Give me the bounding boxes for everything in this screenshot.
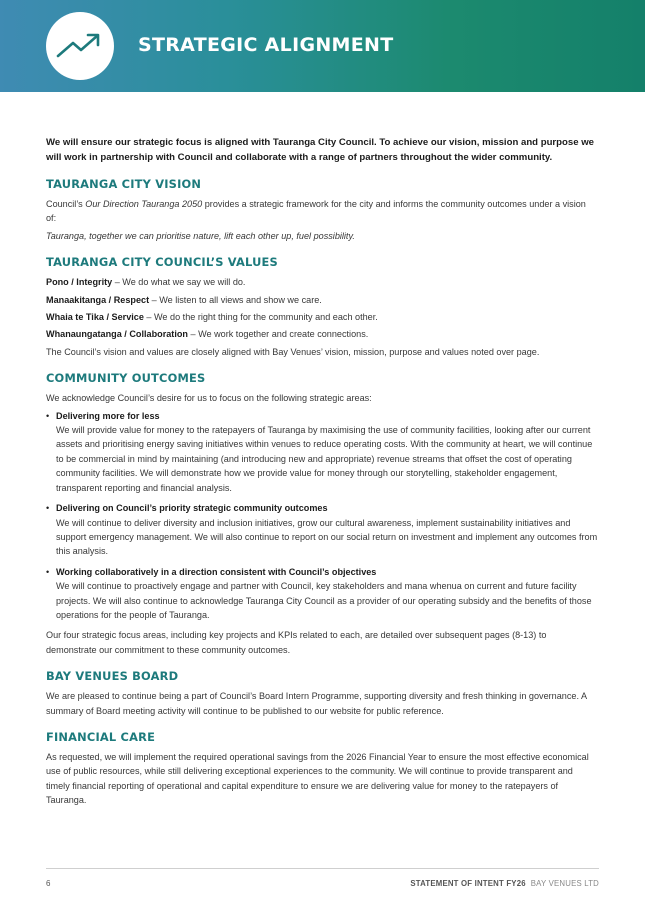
outcomes-list <box>46 409 598 623</box>
value-name: Pono / Integrity <box>46 277 113 288</box>
board-section <box>46 669 598 718</box>
vision-paragraph <box>46 197 598 226</box>
outcome-title: Working collaboratively in a direction consistent with Council’s objectives <box>56 566 377 577</box>
footer-doc-title: STATEMENT OF INTENT FY26 <box>410 879 526 888</box>
footer-document-info <box>410 879 599 888</box>
vision-quote: Tauranga, together we can prioritise nature, lift each other up, fuel possibility. <box>46 230 355 241</box>
value-item <box>46 310 598 324</box>
value-name: Whanaungatanga / Collaboration <box>46 329 188 340</box>
outcomes-heading: COMMUNITY OUTCOMES <box>46 371 206 386</box>
outcome-body: We will continue to deliver diversity and inclusion initiatives, grow our cultural awareness, implement sustainability initiatives and support emergency management. We will also continue to report on our social return on investment and implement any outcomes from this analysis. <box>56 517 598 557</box>
outcomes-lead: We acknowledge Council’s desire for us to focus on the following strategic areas: <box>46 393 372 404</box>
value-item <box>46 275 598 289</box>
value-text: – We work together and create connections. <box>187 329 369 340</box>
footer-org-name: BAY VENUES LTD <box>530 879 599 888</box>
values-heading: TAURANGA CITY COUNCIL’S VALUES <box>46 255 278 270</box>
outcomes-section <box>46 371 598 657</box>
bullet-dot-icon: • <box>46 410 50 421</box>
value-name: Whaia te Tika / Service <box>46 312 144 323</box>
value-item <box>46 327 598 341</box>
outcomes-closing: Our four strategic focus areas, including key projects and KPIs related to each, are detailed over subsequent pages (8-13) to demonstrate our commitment to these community outcomes. <box>46 630 547 655</box>
footer-divider <box>46 868 599 869</box>
value-name: Manaakitanga / Respect <box>46 294 150 305</box>
financial-paragraph: As requested, we will implement the required operational savings from the 2026 Financial Year to ensure the most effective economical use of public resources, while still delivering exceptional experiences to the community. We will continue to provide transparent and timely financial reporting of operational and capital expenditure to ensure we are delivering value for money to the ratepayers of Tauranga. <box>46 751 589 806</box>
header-banner <box>0 0 645 92</box>
trend-up-arrow-icon <box>55 31 105 61</box>
intro-paragraph: We will ensure our strategic focus is aligned with Tauranga City Council. To achieve our vision, mission and purpose we will work in partnership with Council and collaborate with a range of partners throughout the wider community. <box>46 137 595 163</box>
vision-section <box>46 177 598 243</box>
value-text: – We do what we say we will do. <box>112 277 246 288</box>
values-section <box>46 255 598 359</box>
list-item <box>46 565 598 623</box>
list-item <box>46 501 598 559</box>
value-text: – We do the right thing for the community and each other. <box>143 312 378 323</box>
page-title: STRATEGIC ALIGNMENT <box>138 34 394 56</box>
list-item <box>46 409 598 495</box>
outcome-body: We will continue to proactively engage and partner with Council, key stakeholders and mana whenua on current and future facility projects. We will also continue to acknowledge Tauranga City Council as a provider of our operating subsidy and the benefits of those operations for the people of Tauranga. <box>56 581 592 620</box>
values-closing: The Council’s vision and values are closely aligned with Bay Venues’ vision, mission, purpose and values noted over page. <box>46 346 540 357</box>
header-icon-badge <box>46 12 114 80</box>
vision-heading: TAURANGA CITY VISION <box>46 177 202 191</box>
outcome-title: Delivering on Council’s priority strategic community outcomes <box>56 503 328 514</box>
vision-document-title: Our Direction Tauranga 2050 <box>85 199 203 209</box>
board-heading: BAY VENUES BOARD <box>46 669 179 684</box>
financial-heading: FINANCIAL CARE <box>46 729 156 744</box>
vision-text-before: Council’s <box>46 199 86 209</box>
vision-text-after: provides a strategic framework for the city and informs the community outcomes under a vision of: <box>46 199 586 224</box>
financial-section <box>46 730 598 808</box>
value-text: – We listen to all views and show we care. <box>149 294 322 305</box>
outcome-title: Delivering more for less <box>56 410 160 421</box>
board-paragraph: We are pleased to continue being a part of Council’s Board Intern Programme, supporting diversity and fresh thinking in governance. A summary of Board meeting activity will continue to be published to our website for public reference. <box>46 691 587 716</box>
value-item <box>46 293 598 307</box>
page-number: 6 <box>46 879 51 888</box>
bullet-dot-icon: • <box>46 503 50 514</box>
bullet-dot-icon: • <box>46 566 50 577</box>
main-content <box>46 135 598 820</box>
outcome-body: We will provide value for money to the ratepayers of Tauranga by maximising the use of community facilities, looking after our current assets and prioritising energy saving initiatives within venues to reduce operating costs. With the community at heart, we will continue to be commercial in mind by maintaining (and introducing new and appropriate) revenue streams that offset the cost of operating community facilities. We will demonstrate how we provide value for money through our storytelling, stakeholder engagement, transparent reporting and financial analysis. <box>56 425 593 493</box>
